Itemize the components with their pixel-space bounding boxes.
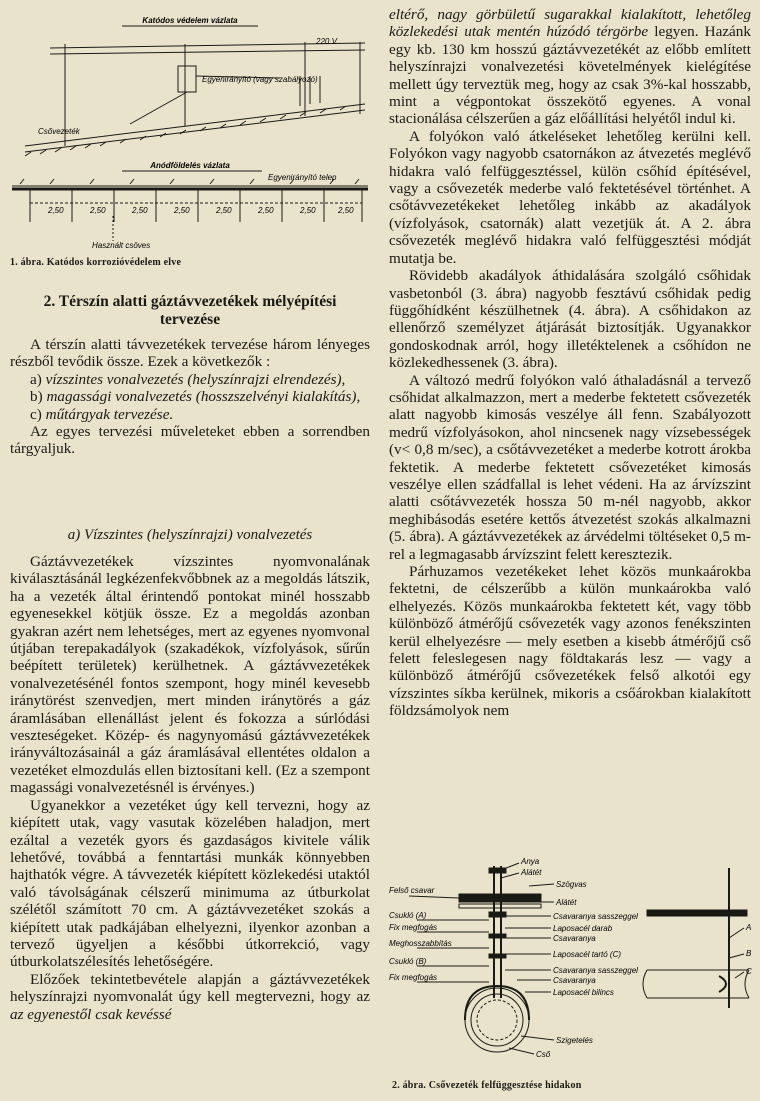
- figure-2-bridge-suspension: [389, 858, 754, 1098]
- label-csuklo-b: Csukló (B): [389, 957, 427, 966]
- figure-1-spacing-1: 2,50: [48, 206, 64, 215]
- label-side-b: B: [746, 949, 752, 958]
- list-item-b: [10, 388, 370, 405]
- paragraph-6: A változó medrű folyókon való áthaladásnál a tervező csőhidat alkalmazzon, mert a mederbe fektetett csővezeték alatt nagyobb kimosás veszélye áll fenn. Szabályozott medrű vízfolyásokon, ahol nincsenek nagy vízsebességek (v< 0,8 m/sec), a csőtávvezetéket a mederbe kotrott árokba fektetik. A mederbe fektetett csővezetéket kimosás veszélye ellen szádfallal is lehet védeni. Ha az árvízszint alatti csőtávvezeték hossza 50 m-nél nagyobb, akkor meghibásodás esetére kettős átvezetést szokás alkalmazni (5. ábra). A gáztávvezetékek az árvédelmi töltéseket 0,5 m-rel a legmagasabb árvízszint felett keresztezik.: [389, 371, 751, 563]
- list-item-c-prefix: c): [30, 405, 46, 423]
- figure-1-pipe-label: Csővezeték: [38, 127, 80, 136]
- figure-2-caption: 2. ábra. Csővezeték felfüggesztése hidakon: [392, 1080, 582, 1091]
- label-csuklo-a: Csukló (A): [389, 911, 427, 920]
- paragraph-3-start: [10, 971, 370, 1023]
- figure-1-spacing-8: 2,50: [338, 206, 354, 215]
- figure-1-spacing-7: 2,50: [300, 206, 316, 215]
- label-anya: Anya: [521, 858, 540, 866]
- list-item-a: [10, 371, 370, 388]
- label-csavaranya-sasszeggel: Csavaranya sasszeggel: [553, 912, 638, 921]
- paragraph-3-italic-text: az egyenestől csak kevéssé: [10, 1005, 172, 1023]
- figure-1-rectifier-label: Egyenirányító (vagy szabályozó): [202, 75, 318, 84]
- paragraph-3-continued: [389, 6, 751, 128]
- figure-2-drawing: [389, 858, 754, 1080]
- figure-1-title-top: Katódos védelem vázlata: [142, 16, 238, 25]
- label-felso-csavar: Felső csavar: [389, 886, 435, 895]
- label-csavaranya: Csavaranya: [553, 934, 596, 943]
- label-side-c: C: [746, 967, 752, 976]
- paragraph-4: A folyókon való átkeléseket lehetőleg kerülni kell. Folyókon vagy nagyobb csatornákon az átvezetés meglévő hidakra való felfüggesztéssel, külön csőhíd építésével, vagy a csővezeték mederbe való fektetésével történhet. A csőtávvezetékeket lehetőleg inkább az akadályok (vízfolyások, csatornák) alatt vezetjük át. A 2. ábra csővezeték meglévő hidakra való felfüggesztési módját mutatja be.: [389, 127, 751, 267]
- left-body-text: [10, 553, 370, 1023]
- paragraph-3-continued-italic: eltérő, nagy görbületű sugarakkal kialakított, lehetőleg közlekedési utak mentén húzódó térgörbe: [389, 6, 751, 41]
- label-alatet-2: Alátét: [556, 898, 577, 907]
- list-item-b-text: magassági vonalvezetés (hosszszelvényi kialakítás),: [46, 388, 361, 406]
- label-side-a: A: [746, 923, 752, 932]
- paragraph-3-start-text: Előzőek tekintetbevétele alapján a gáztávvezetékek helyszínrajzi nyomvonalát úgy kell megtervezni, hogy az: [10, 970, 370, 1006]
- list-item-a-prefix: a): [30, 370, 46, 388]
- figure-1-drawing: [10, 6, 370, 268]
- list-item-a-text: vízszintes vonalvezetés (helyszínrajzi elrendezés),: [45, 370, 346, 388]
- label-alatet: Alátét: [521, 868, 542, 877]
- label-csavaranya-2: Csavaranya: [553, 976, 596, 985]
- figure-1-caption: 1. ábra. Katódos korrozióvédelem elve: [10, 257, 182, 268]
- intro-block: [10, 336, 370, 458]
- figure-1-voltage-label: 220 V: [316, 37, 337, 46]
- figure-1-cathodic-protection: [10, 6, 370, 268]
- figure-1-rectifier-station-label: Egyenirányító telep: [268, 173, 337, 182]
- subsection-heading: a) Vízszintes (helyszínrajzi) vonalvezetés: [67, 527, 313, 543]
- label-cso: Cső: [536, 1050, 551, 1059]
- section-heading-line-1: 2. Térszín alatti gáztávvezetékek mélyépítési: [43, 293, 337, 310]
- label-meghosszabbitas: Meghosszabbítás: [389, 939, 452, 948]
- label-laposacel-tarto: Laposacél tartó (C): [553, 950, 622, 959]
- paragraph-1: Gáztávvezetékek vízszintes nyomvonalának kiválasztásánál legkézenfekvőbbnek az a megoldás látszik, ha a vezeték által érintendő pontokat minél hosszabb egyenesekkel kötjük össze. Ez a megoldás azonban gyakran azért nem lehetséges, mert az egyenes nyomvonal útjában terepakadályok (szakadékok, vízfolyások, sűrűn beépített területek) kerülhetnek. A gáztávvezetékek vonalvezetésénél fontos szempont, hogy minél kevesebb iránytörést szenvedjen, mert minden iránytörés a gáz áramlásában ellenállást jelent és fokozza a súrlódási veszteségeket. Közép- és nagynyomású gáztávvezetékek irányváltozásainál a gáz áramlásával ellentétes oldalon a vezetéket elmozdulás ellen biztosítani kell. (Ez a szempont magassági vonalvezetésnél is érvényes.): [10, 553, 370, 797]
- figure-1-scrap-label: Használt csöves: [92, 241, 151, 250]
- label-laposacel-bilincs: Laposacél bilincs: [553, 988, 614, 997]
- figure-1-spacing-2: 2,50: [90, 206, 106, 215]
- paragraph-3-continued-text: legyen. Hazánk egy kb. 130 km hosszú gáztávvezetékét az előbb említett helyszínrajzi vonalvezetési követelmények kielégítése mellett úgy terveztük meg, hogy az csak 3%-kal hosszabb, mint a végpontokat összekötő egyenes. A vonal stacionálása célszerűen a gáz előállítási helyétől indul ki.: [389, 23, 751, 128]
- label-szigeteles: Szigetelés: [556, 1036, 593, 1045]
- after-list-paragraph: Az egyes tervezési műveleteket ebben a sorrendben tárgyaljuk.: [10, 423, 370, 458]
- label-fix-megfogas: Fix megfogás: [389, 923, 438, 932]
- paragraph-7: Párhuzamos vezetékeket lehet közös munkaárokba fektetni, de célszerűbb a külön munkaárokba való elhelyezés. Közös munkaárokba fektetett két, vagy több különböző átmérőjű csővezeték vagy azonos fenékszinten kerül elhelyezésre — mely esetben a kisebb átmérőjű cső felett feleslegesen nagy földtakarás lesz — vagy a különböző átmérőjű csővezetékek felső alkotói egy vízszintes síkba kerülnek, mikoris a csőárokban kialakított földzsámolyok nem: [389, 563, 751, 720]
- label-csavaranya-sasszeggel-2: Csavaranya sasszeggel: [553, 966, 638, 975]
- figure-1-spacing-4: 2,50: [174, 206, 190, 215]
- figure-1-spacing-3: 2,50: [132, 206, 148, 215]
- label-fix-megfogas-2: Fix megfogás: [389, 973, 438, 982]
- list-item-c-text: műtárgyak tervezése.: [45, 405, 174, 423]
- paragraph-5: Rövidebb akadályok áthidalására szolgáló csőhidak vasbetonból (3. ábra) nagyobb fesztávú csőhidak pedig függőhídként készülhetnek (4. ábra). A csőhidakon az ellenőrző személyzet átjárását biztosítják. Ugyanakkor gondoskodnak arról, hogy illetéktelenek a csőhídon ne közlekedhessenek (3. ábra).: [389, 267, 751, 372]
- label-laposacel-darab: Laposacél darab: [553, 924, 613, 933]
- paragraph-2: Ugyanekkor a vezetéket úgy kell tervezni, hogy az kiépített utak, vagy vasutak közelében haladjon, mert ezáltal a vezeték gyors és gazdaságos kivitele válik lehetővé, továbbá a fenntartási munkák könnyebben hajthatók végre. A távvezeték kiépített közlekedési utaktól való távolságának célszerű minimuma az útburkolat szélétől számított 70 cm. A gáztávvezetéket szokás a kiépített utak padkájában elhelyezni, ilyenkor azonban a tervező ügyeljen a későbbi útkorrekció, vagy útburkolatszélesítés lehetőségére.: [10, 796, 370, 971]
- intro-paragraph: A térszín alatti távvezetékek tervezése három lényeges részből tevődik össze. Ezek a következők :: [10, 336, 370, 371]
- list-item-c: [10, 406, 370, 423]
- figure-1-spacing-6: 2,50: [258, 206, 274, 215]
- label-szogvas: Szögvas: [556, 880, 587, 889]
- list-item-b-prefix: b): [30, 388, 47, 406]
- figure-1-spacing-5: 2,50: [216, 206, 232, 215]
- section-heading-line-2: tervezése: [159, 311, 221, 328]
- figure-1-title-bottom: Anódföldelés vázlata: [150, 161, 230, 170]
- right-body-text: [389, 6, 751, 720]
